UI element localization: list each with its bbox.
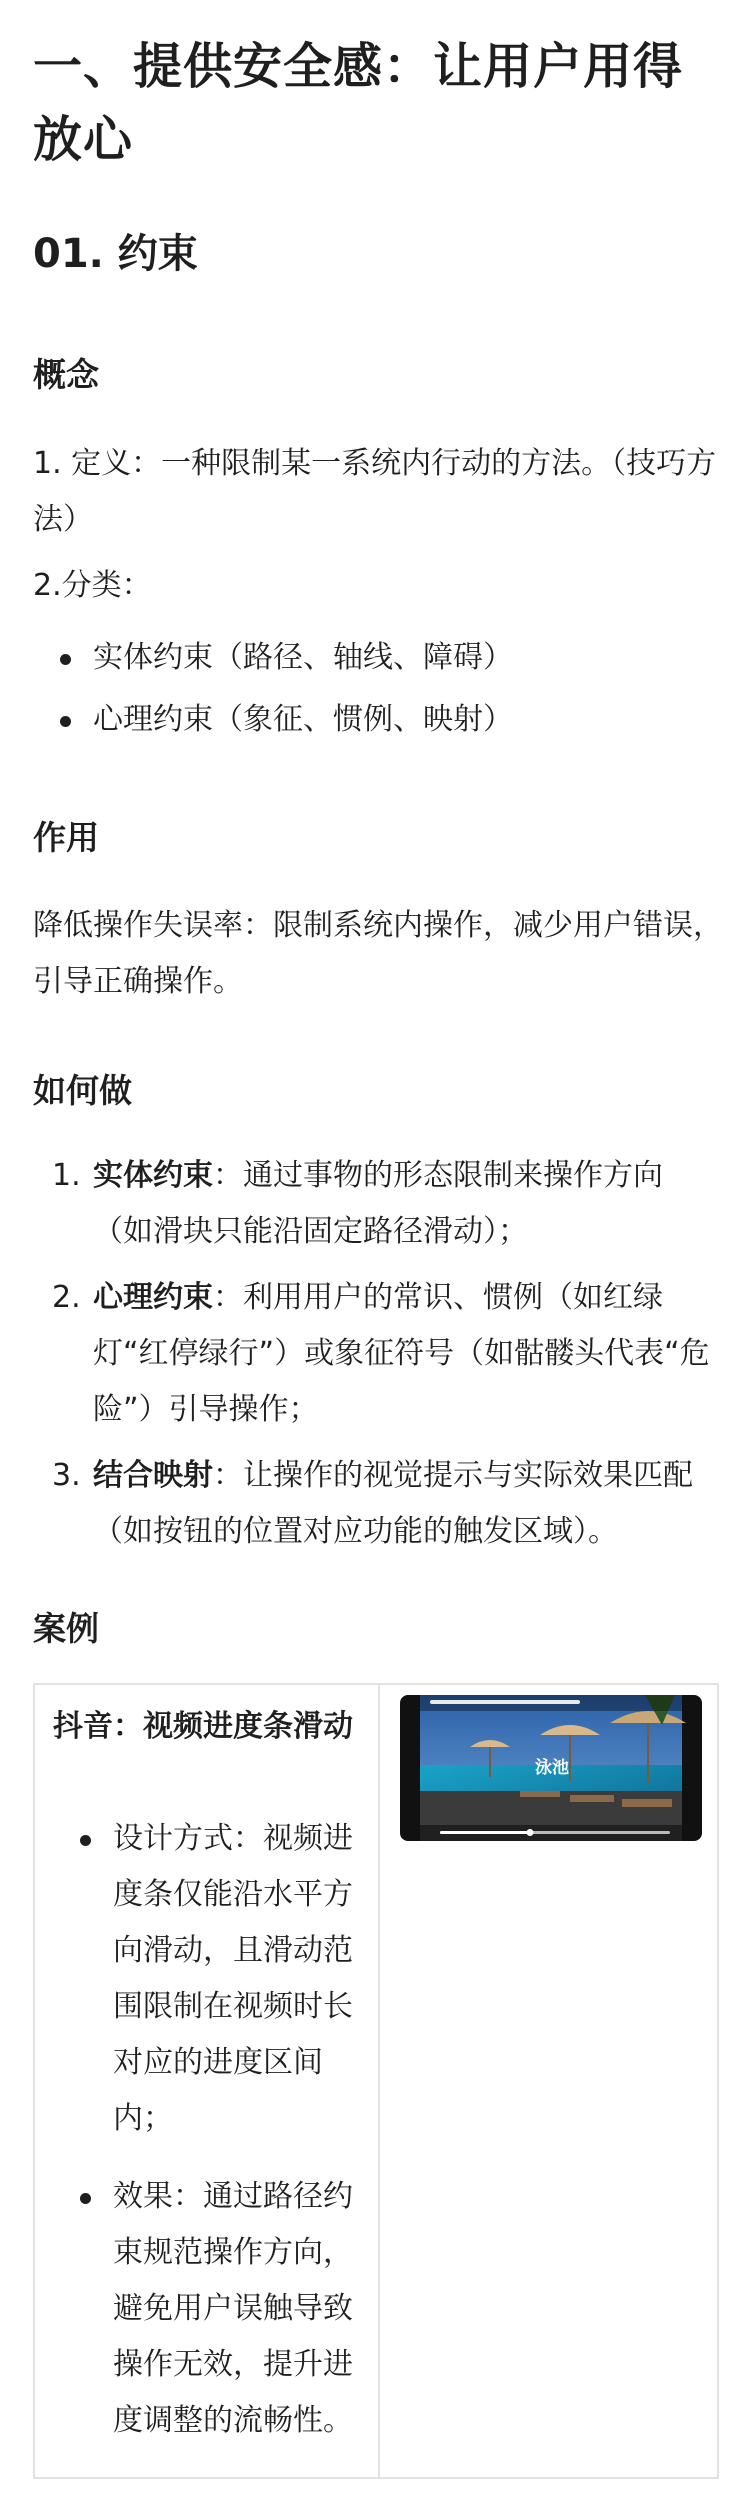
list-item: 心理约束（象征、惯例、映射） — [93, 692, 713, 748]
cases-heading: 案例 — [33, 1609, 99, 1648]
list-item: 实体约束（路径、轴线、障碍） — [93, 630, 713, 686]
list-item: 设计方式：视频进度条仅能沿水平方向滑动，且滑动范围限制在视频时长对应的进度区间内； — [113, 1811, 353, 2147]
howto-heading: 如何做 — [33, 1071, 132, 1110]
role-heading: 作用 — [33, 818, 99, 857]
page-title: 一、提供安全感：让用户用得放心 — [33, 38, 684, 168]
concept-definition: 1. 定义：一种限制某一系统内行动的方法。（技巧方法） — [33, 446, 717, 537]
bullet — [60, 654, 71, 665]
list-item: 效果：通过路径约束规范操作方向，避免用户误触导致操作无效，提升进度调整的流畅性。 — [113, 2169, 353, 2449]
case-title: 抖音：视频进度条滑动 — [53, 1709, 353, 1744]
list-item: 1. 实体约束：通过事物的形态限制来操作方向（如滑块只能沿固定路径滑动）； — [52, 1158, 663, 1249]
case-screenshot-image — [400, 1695, 702, 1841]
list-item: 2. 心理约束：利用用户的常识、惯例（如红绿灯“红停绿行”）或象征符号（如骷髅头代表“危险”）引导操作； — [52, 1280, 710, 1427]
column-divider — [378, 1685, 380, 2477]
image-caption: 泳池 — [535, 1758, 569, 1778]
bullet — [80, 1835, 91, 1846]
concept-heading: 概念 — [33, 355, 99, 394]
list-item: 3. 结合映射：让操作的视觉提示与实际效果匹配（如按钮的位置对应功能的触发区域）。 — [52, 1458, 693, 1549]
bullet — [60, 716, 71, 727]
role-text: 降低操作失误率：限制系统内操作，减少用户错误，引导正确操作。 — [33, 908, 723, 999]
section-heading: 01. 约束 — [33, 231, 198, 277]
bullet — [80, 2193, 91, 2204]
case-table — [33, 1683, 719, 2479]
concept-category-label: 2.分类： — [33, 568, 152, 603]
